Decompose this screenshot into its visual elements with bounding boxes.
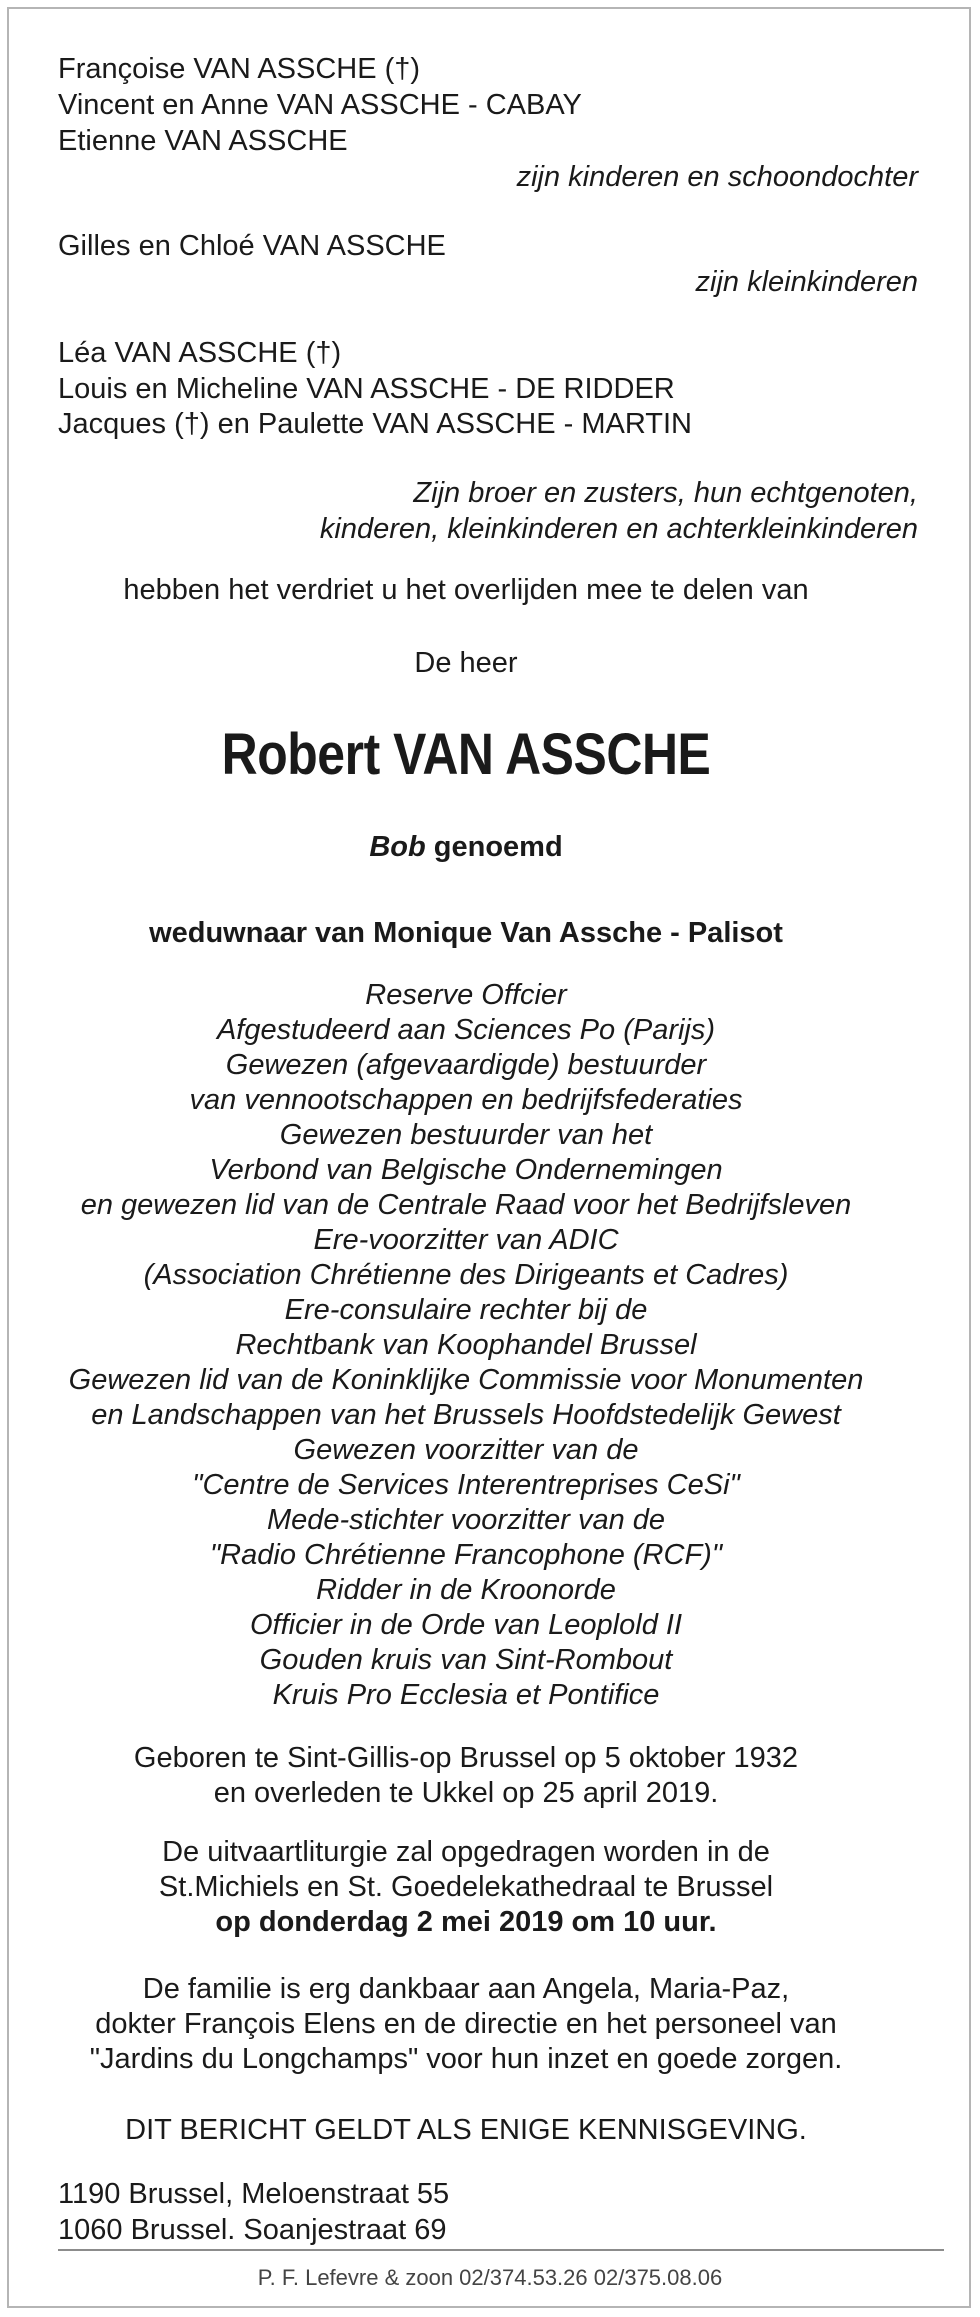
widower-line: weduwnaar van Monique Van Assche - Palisot — [149, 917, 783, 949]
thanks-line: De familie is erg dankbaar aan Angela, Maria-Paz, — [142, 1973, 790, 2005]
title-line: Ere-voorzitter van ADIC — [313, 1224, 619, 1256]
title-line: Ere-consulaire rechter bij de — [284, 1294, 648, 1326]
title-line: van vennootschappen en bedrijfsfederaties — [189, 1084, 743, 1116]
title-line: Gewezen bestuurder van het — [279, 1119, 653, 1151]
death-line: en overleden te Ukkel op 25 april 2019. — [213, 1777, 719, 1809]
title-line: Gewezen voorzitter van de — [293, 1434, 639, 1466]
relation-label: zijn kinderen en schoondochter — [516, 161, 918, 193]
relation-label: zijn kleinkinderen — [695, 266, 918, 298]
address-line: 1190 Brussel, Meloenstraat 55 — [58, 2178, 450, 2210]
title-line: Rechtbank van Koophandel Brussel — [235, 1329, 697, 1361]
salutation: De heer — [414, 647, 518, 679]
birth-line: Geboren te Sint-Gillis-op Brussel op 5 oktober 1932 — [133, 1742, 799, 1774]
relation-label: Zijn broer en zusters, hun echtgenoten, — [413, 477, 918, 509]
title-line: Mede-stichter voorzitter van de — [266, 1504, 666, 1536]
thanks-line: dokter François Elens en de directie en het personeel van — [95, 2008, 837, 2040]
nickname: Bob — [369, 831, 426, 863]
nickname-suffix: genoemd — [425, 831, 563, 863]
thanks-line: "Jardins du Longchamps" voor hun inzet en goede zorgen. — [89, 2043, 843, 2075]
title-line: Officier in de Orde van Leoplold II — [249, 1609, 682, 1641]
family-member: Vincent en Anne VAN ASSCHE - CABAY — [58, 89, 582, 121]
title-line: "Radio Chrétienne Francophone (RCF)" — [209, 1539, 723, 1571]
title-line: Ridder in de Kroonorde — [316, 1574, 616, 1606]
title-line: Afgestudeerd aan Sciences Po (Parijs) — [216, 1014, 716, 1046]
family-member: Louis en Micheline VAN ASSCHE - DE RIDDER — [58, 373, 675, 405]
relation-label: kinderen, kleinkinderen en achterkleinkinderen — [319, 513, 918, 545]
address-line: 1060 Brussel. Soanjestraat 69 — [58, 2214, 447, 2246]
family-member: Jacques (†) en Paulette VAN ASSCHE - MARTIN — [58, 408, 692, 440]
family-member: Gilles en Chloé VAN ASSCHE — [58, 230, 446, 262]
title-line: Gewezen (afgevaardigde) bestuurder — [225, 1049, 707, 1081]
family-member: Etienne VAN ASSCHE — [58, 125, 348, 157]
funeral-line: St.Michiels en St. Goedelekathedraal te Brussel — [158, 1871, 774, 1903]
title-line: "Centre de Services Interentreprises CeSi" — [192, 1469, 740, 1501]
family-member: Françoise VAN ASSCHE (†) — [58, 53, 421, 85]
title-line: (Association Chrétienne des Dirigeants et Cadres) — [143, 1259, 789, 1291]
footer-divider — [58, 2249, 944, 2251]
funeral-line: De uitvaartliturgie zal opgedragen worden in de — [162, 1836, 770, 1868]
deceased-name: Robert VAN ASSCHE — [221, 722, 711, 787]
title-line: Kruis Pro Ecclesia et Pontifice — [272, 1679, 660, 1711]
nickname-line — [0, 830, 956, 864]
family-member: Léa VAN ASSCHE (†) — [58, 337, 342, 369]
title-line: Reserve Offcier — [365, 979, 567, 1011]
title-line: en gewezen lid van de Centrale Raad voor het Bedrijfsleven — [80, 1189, 852, 1221]
title-line: Verbond van Belgische Ondernemingen — [209, 1154, 723, 1186]
announcement: hebben het verdriet u het overlijden mee te delen van — [123, 574, 809, 606]
title-line: en Landschappen van het Brussels Hoofdstedelijk Gewest — [91, 1399, 841, 1431]
title-line: Gewezen lid van de Koninklijke Commissie voor Monumenten — [68, 1364, 864, 1396]
funeral-date: op donderdag 2 mei 2019 om 10 uur. — [215, 1906, 717, 1938]
notice: DIT BERICHT GELDT ALS ENIGE KENNISGEVING. — [125, 2114, 807, 2146]
funeral-home-footer: P. F. Lefevre & zoon 02/374.53.26 02/375.08.06 — [257, 2265, 723, 2290]
title-line: Gouden kruis van Sint-Rombout — [259, 1644, 673, 1676]
